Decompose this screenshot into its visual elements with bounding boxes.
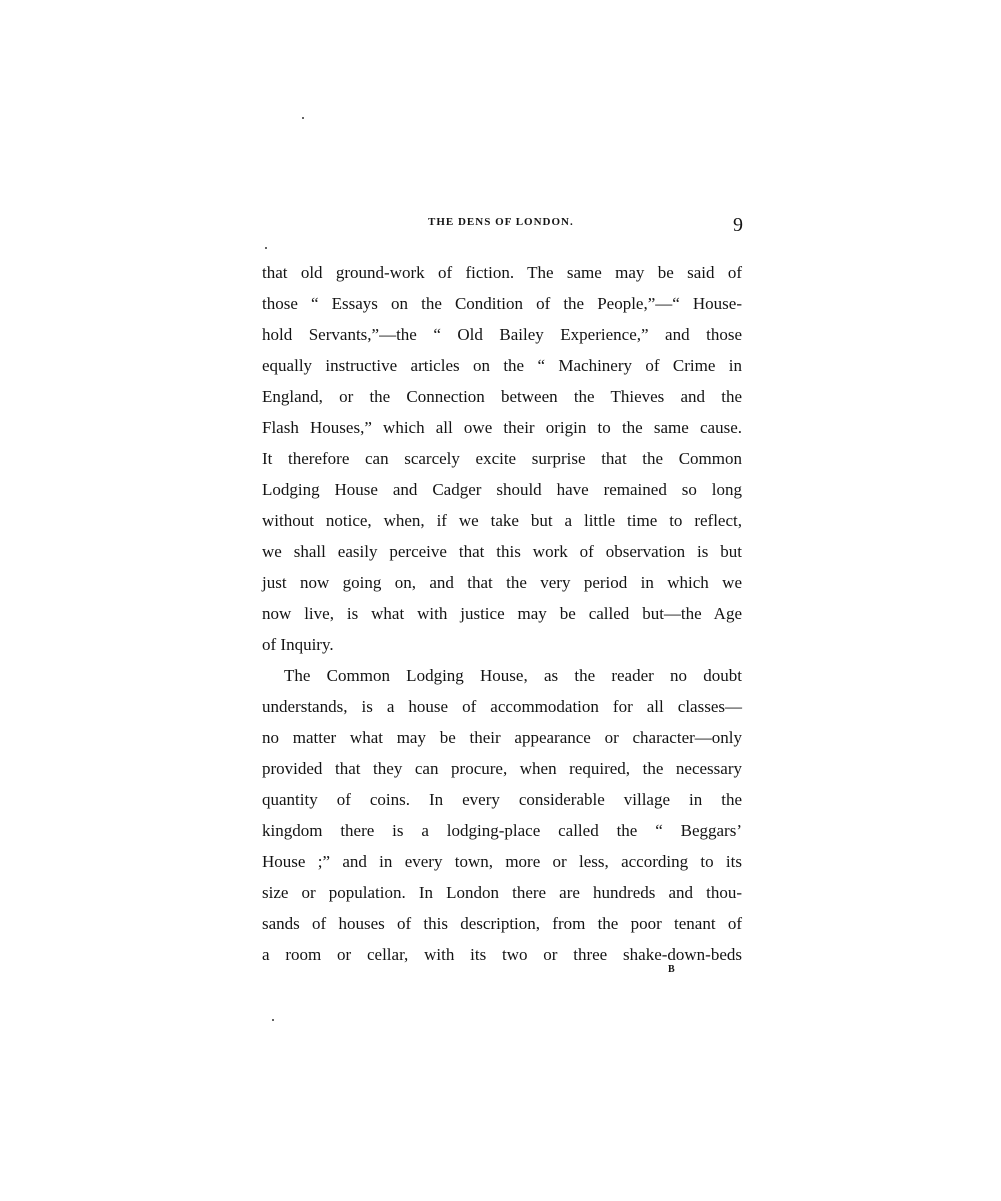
ink-speck — [265, 247, 267, 249]
text-line: just now going on, and that the very period in which we — [262, 573, 742, 592]
text-line: provided that they can procure, when required, the necessary — [262, 759, 742, 778]
text-line: Flash Houses,” which all owe their origin to the same cause. — [262, 418, 742, 437]
page-number: 9 — [733, 214, 743, 236]
text-line: that old ground-work of fiction. The same may be said of — [262, 263, 742, 282]
text-line: understands, is a house of accommodation for all classes— — [262, 697, 742, 716]
text-line: those “ Essays on the Condition of the People,”—“ House- — [262, 294, 742, 313]
text-line: kingdom there is a lodging-place called the “ Beggars’ — [262, 821, 742, 840]
signature-mark: B — [668, 964, 675, 975]
running-title: THE DENS OF LONDON. — [428, 216, 574, 228]
text-line: The Common Lodging House, as the reader no doubt — [284, 666, 742, 685]
text-line: sands of houses of this description, from the poor tenant of — [262, 914, 742, 933]
text-line: no matter what may be their appearance or character—only — [262, 728, 742, 747]
text-line: House ;” and in every town, more or less, according to its — [262, 852, 742, 871]
text-line: England, or the Connection between the Thieves and the — [262, 387, 742, 406]
ink-speck — [272, 1019, 274, 1021]
ink-speck — [302, 117, 304, 119]
text-line: without notice, when, if we take but a little time to reflect, — [262, 511, 742, 530]
text-line: of Inquiry. — [262, 635, 334, 654]
text-line: now live, is what with justice may be called but—the Age — [262, 604, 742, 623]
text-line: Lodging House and Cadger should have remained so long — [262, 480, 742, 499]
text-line: we shall easily perceive that this work of observation is but — [262, 542, 742, 561]
text-line: quantity of coins. In every considerable village in the — [262, 790, 742, 809]
text-line: hold Servants,”—the “ Old Bailey Experience,” and those — [262, 325, 742, 344]
text-line: equally instructive articles on the “ Machinery of Crime in — [262, 356, 742, 375]
text-line: size or population. In London there are hundreds and thou- — [262, 883, 742, 902]
text-line: a room or cellar, with its two or three shake-down-beds — [262, 945, 742, 964]
text-line: It therefore can scarcely excite surprise that the Common — [262, 449, 742, 468]
body-text — [262, 257, 742, 970]
